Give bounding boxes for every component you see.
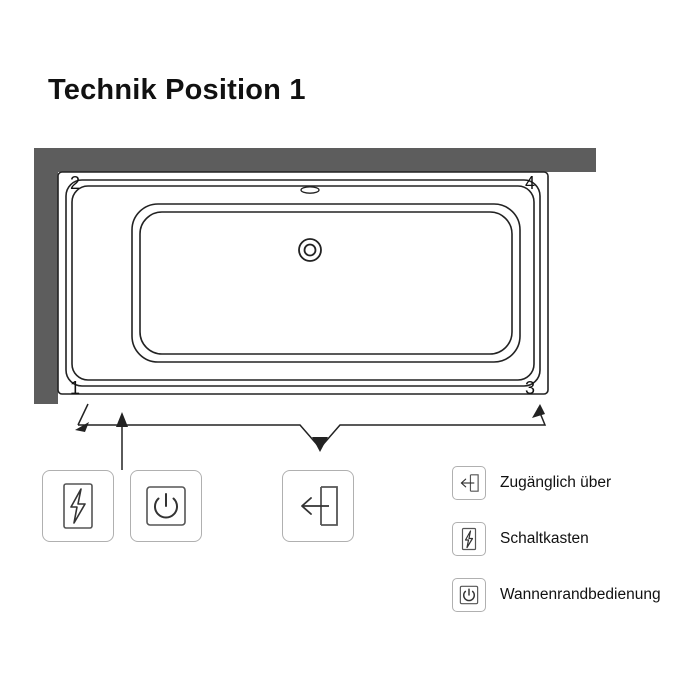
legend-label-wannenrandbedienung: Wannenrandbedienung — [500, 586, 661, 603]
legend-item-wannenrandbedienung — [452, 578, 661, 612]
wannenrandbedienung-icon-box[interactable] — [130, 470, 202, 542]
power-icon — [457, 583, 481, 607]
overflow-slot-icon — [301, 187, 319, 193]
legend-item-zugaenglich — [452, 466, 611, 500]
legend-bolt-icon-box — [452, 522, 486, 556]
legend-label-schaltkasten: Schaltkasten — [500, 530, 589, 547]
page-title: Technik Position 1 — [48, 74, 306, 106]
bathtub-outline — [58, 172, 548, 394]
zugaenglich-ueber-icon-box[interactable] — [282, 470, 354, 542]
schaltkasten-icon-box[interactable] — [42, 470, 114, 542]
leader-lines — [78, 404, 545, 470]
bolt-icon — [56, 480, 100, 532]
power-icon — [141, 482, 191, 530]
arrowheads — [75, 404, 545, 452]
corner-label-4: 4 — [525, 173, 536, 193]
access-icon — [291, 481, 345, 531]
legend-label-zugaenglich: Zugänglich über — [500, 474, 612, 491]
corner-label-2: 2 — [70, 173, 81, 193]
legend-item-schaltkasten — [452, 522, 589, 556]
legend-access-icon-box — [452, 466, 486, 500]
drain-icon — [299, 239, 321, 261]
legend-power-icon-box — [452, 578, 486, 612]
corner-label-3: 3 — [525, 378, 536, 398]
access-icon — [456, 471, 482, 495]
bolt-icon — [458, 526, 480, 552]
corner-label-1: 1 — [70, 378, 81, 398]
